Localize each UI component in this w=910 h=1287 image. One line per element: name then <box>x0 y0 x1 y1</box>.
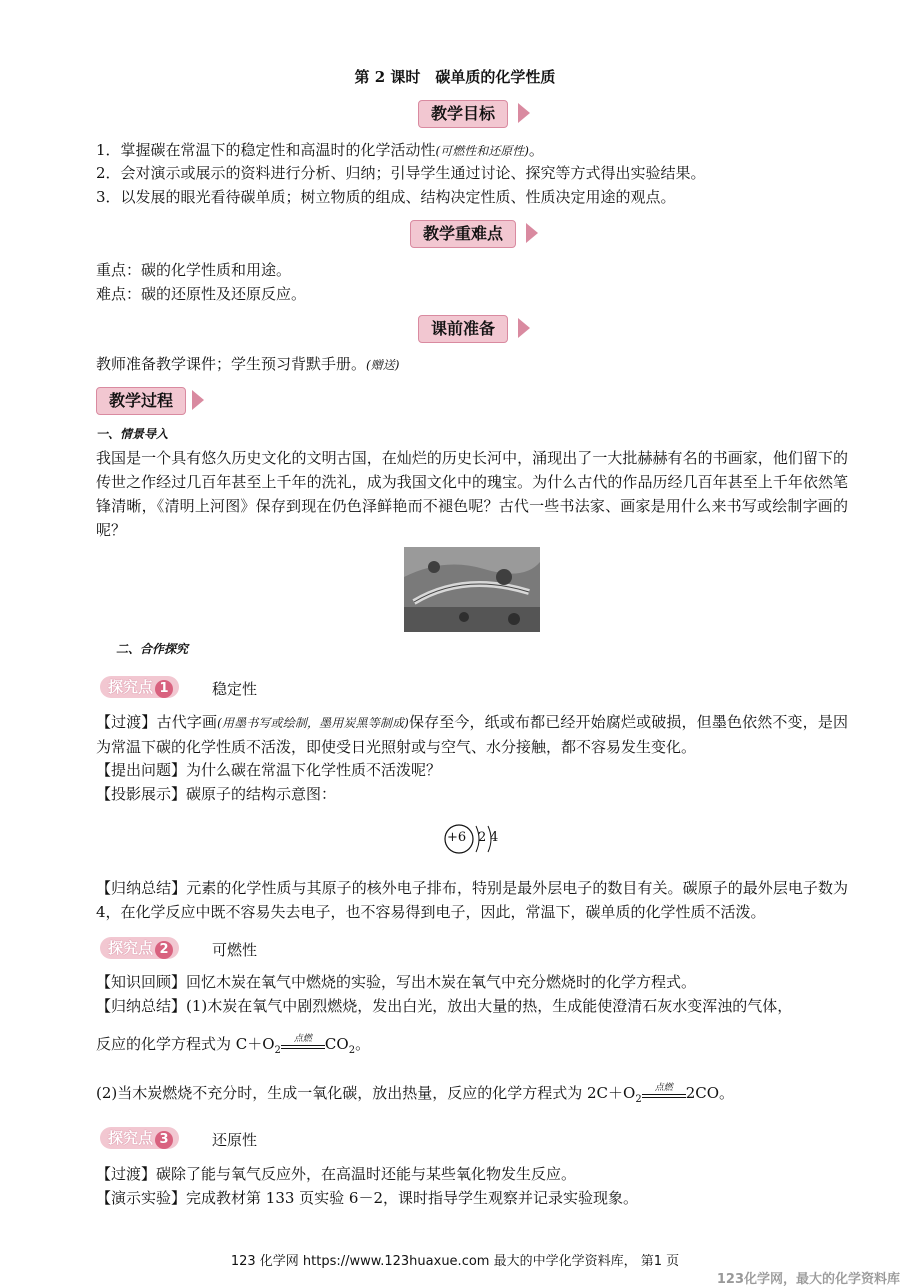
reduction-transition: 【过渡】碳除了能与氧气反应外，在高温时还能与某些氧化物发生反应。 <box>96 1165 577 1183</box>
stability-transition: 【过渡】古代字画(用墨书写或绘制，墨用炭黑等制成)保存至今，纸或布都已经开始腐烂或破损，但墨色依然不变，是因为常温下碳的化学性质不活泼，即使受日光照射或与空气、水分接触，都不容易发生变化。 <box>96 713 848 756</box>
inquiry-point-3 <box>100 1127 258 1151</box>
page-footer: 123 化学网 https://www.123huaxue.com 最大的中学化学资料库， 第1 页 <box>230 1254 680 1269</box>
inquiry-point-tag: 探究点 2 <box>100 937 179 959</box>
banner-arrow-icon <box>192 390 204 410</box>
banner-arrow-icon <box>518 318 530 338</box>
banner-process-label: 教学过程 <box>96 387 186 415</box>
atom-nucleus-label: +6 <box>447 830 467 845</box>
inquiry-point-1 <box>100 676 258 700</box>
banner-goals-label: 教学目标 <box>418 100 508 128</box>
watermark: 123化学网，最大的化学资料库 <box>716 1272 900 1287</box>
equation-complete-combustion: 反应的化学方程式为 $C+O_2$ 点燃 $CO_2$。 <box>96 1034 371 1056</box>
banner-process <box>96 387 204 413</box>
carbon-atom-diagram <box>443 820 503 858</box>
stability-projection: 【投影展示】碳原子的结构示意图： <box>96 785 337 803</box>
stability-question: 【提出问题】为什么碳在常温下化学性质不活泼呢？ <box>96 761 442 779</box>
reduction-demo: 【演示实验】完成教材第 133 页实验 6－2，课时指导学生观察并记录实验现象。 <box>96 1189 639 1207</box>
qingming-painting-image <box>404 547 540 632</box>
banner-arrow-icon <box>518 103 530 123</box>
banner-key-points <box>410 220 538 246</box>
banner-key-points-label: 教学重难点 <box>410 220 516 248</box>
prep-text: 教师准备教学课件；学生预习背默手册。(赠送) <box>96 355 400 373</box>
inquiry-point-tag: 探究点 1 <box>100 676 179 698</box>
goal-2: 2．会对演示或展示的资料进行分析、归纳；引导学生通过讨论、探究等方式得出实验结果。 <box>96 164 706 182</box>
banner-goals <box>418 100 530 126</box>
atom-shell-1-count: 2 <box>478 830 487 845</box>
section-cooperative-inquiry: 二、合作探究 <box>116 642 189 656</box>
inquiry-point-2 <box>100 937 258 961</box>
inquiry-point-3-name: 还原性 <box>212 1131 258 1149</box>
inquiry-point-1-name: 稳定性 <box>212 680 258 698</box>
stability-summary: 【归纳总结】元素的化学性质与其原子的核外电子排布，特别是最外层电子的数目有关。碳原子的最外层电子数为 4，在化学反应中既不容易失去电子，也不容易得到电子，因此，常温下，碳单质的化学性质不活泼。 <box>96 879 848 921</box>
inquiry-point-2-name: 可燃性 <box>212 941 258 959</box>
combustion-summary-1: 【归纳总结】(1)木炭在氧气中剧烈燃烧，发出白光，放出大量的热，生成能使澄清石灰水变浑浊的气体， <box>96 997 793 1015</box>
equation-incomplete-combustion: (2)当木炭燃烧不充分时，生成一氧化碳，放出热量，反应的化学方程式为 $2C+O_2$ 点燃 2CO。 <box>96 1083 735 1105</box>
difficulty-point: 难点：碳的还原性及还原反应。 <box>96 285 307 303</box>
inquiry-point-tag: 探究点 3 <box>100 1127 179 1149</box>
goal-3: 3．以发展的眼光看待碳单质；树立物质的组成、结构决定性质、性质决定用途的观点。 <box>96 188 676 206</box>
banner-arrow-icon <box>526 223 538 243</box>
banner-prep-label: 课前准备 <box>418 315 508 343</box>
focus-point: 重点：碳的化学性质和用途。 <box>96 261 292 279</box>
combustion-review: 【知识回顾】回忆木炭在氧气中燃烧的实验，写出木炭在氧气中充分燃烧时的化学方程式。 <box>96 973 697 991</box>
section-scene-intro: 一、情景导入 <box>96 427 169 441</box>
goal-1: 1．掌握碳在常温下的稳定性和高温时的化学活动性(可燃性和还原性)。 <box>96 141 544 159</box>
atom-shell-2-count: 4 <box>490 830 499 845</box>
page-title: 第 2 课时 碳单质的化学性质 <box>354 68 556 86</box>
intro-paragraph: 我国是一个具有悠久历史文化的文明古国，在灿烂的历史长河中，涌现出了一大批赫赫有名的书画家，他们留下的传世之作经过几百年甚至上千年的洗礼，成为我国文化中的瑰宝。为什么古代的作品历经几百年甚至上千年依然笔锋清晰，《清明上河图》保存到现在仍色泽鲜艳而不褪色呢？古代一些书法家、画家是用什么来书写或绘制字画的呢？ <box>96 449 848 539</box>
banner-prep <box>418 315 530 341</box>
